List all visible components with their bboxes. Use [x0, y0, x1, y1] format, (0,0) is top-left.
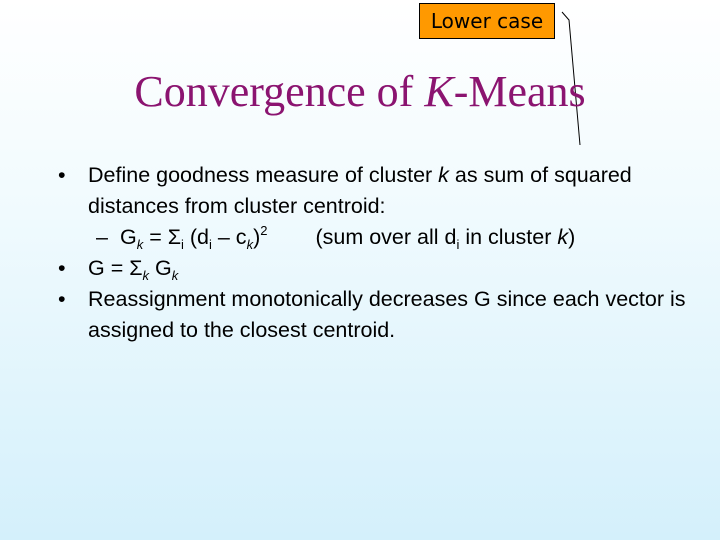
- gk-formula: $G_k = \Sigma_i$ $(d_i - c_k)^2$: [120, 223, 268, 252]
- lower-case-callout: [419, 3, 555, 39]
- sub-bullet-gk-formula: [58, 222, 698, 253]
- slide-title: Convergence of K-Means: [134, 67, 586, 116]
- bullet-reassignment: • Reassignment monotonically decreases G since each vector is assigned to the closest centroid.: [58, 284, 698, 346]
- gk-formula-note: (sum over all $d_i$ in cluster k): [315, 225, 576, 252]
- slide-body: [58, 160, 698, 346]
- bullet-goodness-measure: • Define goodness measure of cluster k as sum of squared distances from cluster centroid:: [58, 160, 698, 222]
- bullet-icon: •: [58, 287, 66, 311]
- bullet-g-total: • $G = \Sigma_k$ $G_k$: [58, 253, 698, 284]
- callout-label: Lower case: [430, 9, 544, 33]
- bullet-icon: •: [58, 256, 66, 280]
- dash-icon: –: [96, 225, 108, 249]
- bullet-icon: •: [58, 163, 66, 187]
- title-k: K: [424, 67, 454, 116]
